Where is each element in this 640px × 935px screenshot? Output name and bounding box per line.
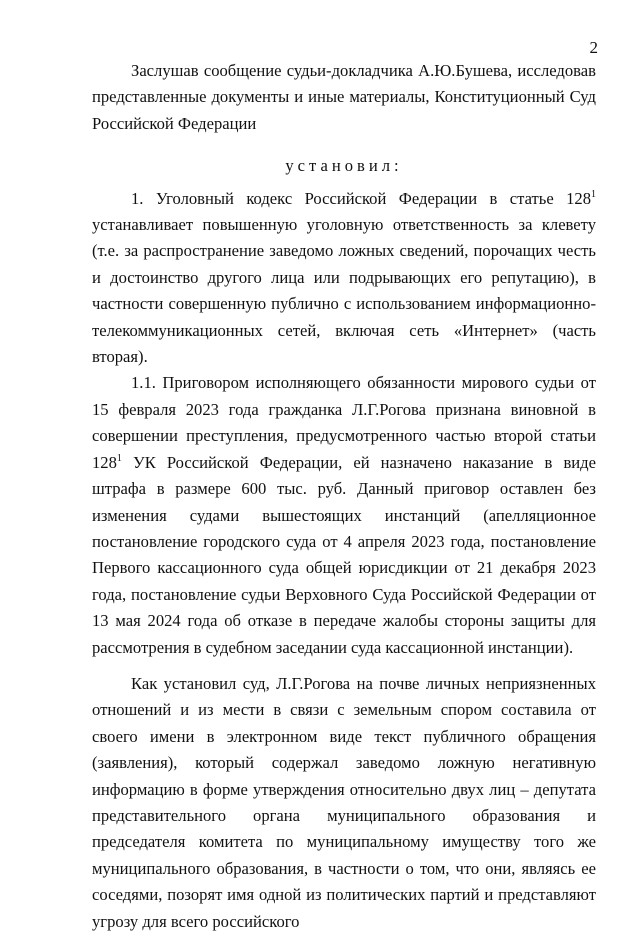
- document-body: [92, 58, 596, 935]
- section-heading: установил:: [285, 156, 403, 176]
- article-superscript: 1: [116, 452, 122, 464]
- paragraph-1-1: [92, 370, 596, 660]
- paragraph-1-start: 1. Уголовный кодекс Российской Федерации в статье 128: [131, 188, 591, 208]
- page-number: 2: [589, 38, 598, 57]
- paragraph-1: [92, 186, 596, 371]
- intro-paragraph: Заслушав сообщение судьи-докладчика А.Ю.Бушева, исследовав представленные документы и иные материалы, Конституционный Суд Российской Федерации: [92, 61, 596, 133]
- paragraph-1-1-end: УК Российской Федерации, ей назначено наказание в виде штрафа в размере 600 тыс. руб. Данный приговор оставлен без изменения судами вышестоящих инстанций (апелляционное постановление городского суда от 4 апреля 2023 года, постановление Первого кассационного суда общей юрисдикции от 21 декабря 2023 года, постановление судьи Верховного Суда Российской Федерации от 13 мая 2024 года об отказе в передаче жалобы стороны защиты для рассмотрения в судебном заседании суда кассационной инстанции).: [92, 452, 596, 657]
- article-superscript: 1: [591, 188, 596, 200]
- paragraph-1-1-start: 1.1. Приговором исполняющего обязанности мирового судьи от 15 февраля 2023 года гражданка Л.Г.Рогова признана виновной в совершении преступления, предусмотренного частью второй статьи 128: [92, 373, 596, 472]
- paragraph-court-findings: Как установил суд, Л.Г.Рогова на почве личных неприязненных отношений и из мести в связи с земельным спором составила от своего имени в электронном виде текст публичного обращения (заявления), который содержал заведомо ложную негативную информацию в форме утверждения относительно двух лиц – депутата представительного органа муниципального образования и председателя комитета по муниципальному имуществу того же муниципального образования, в частности о том, что они, являясь ее соседями, позорят имя одной из политических партий и представляют угрозу для всего российского: [92, 673, 596, 931]
- paragraph-1-end: устанавливает повышенную уголовную ответственность за клевету (т.е. за распространение заведомо ложных сведений, порочащих честь и достоинство другого лица или подрывающих его репутацию), в частности совершенную публично с использованием информационно-телекоммуникационных сетей, включая сеть «Интернет» (часть вторая).: [92, 215, 596, 367]
